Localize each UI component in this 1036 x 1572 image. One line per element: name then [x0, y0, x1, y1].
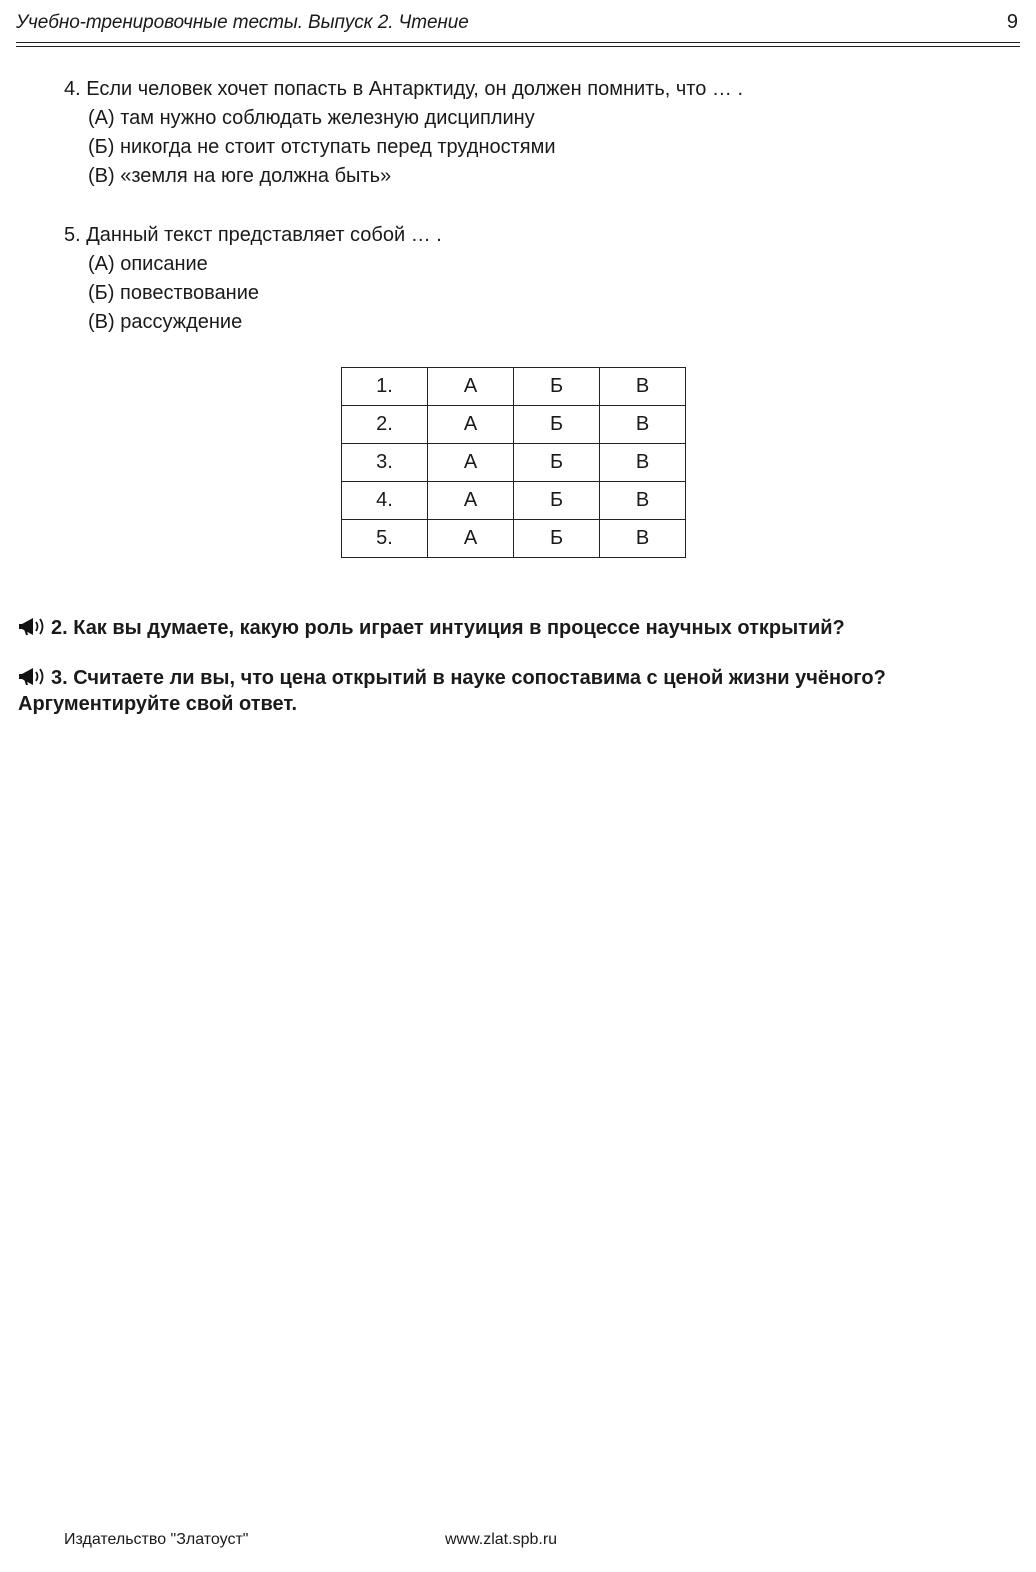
speaking-task-3	[18, 665, 1020, 717]
answer-grid-row	[342, 444, 686, 482]
answer-cell-a[interactable]: А	[428, 406, 514, 444]
speaking-task-2	[18, 615, 1020, 641]
page-number: 9	[1006, 11, 1018, 33]
answer-option-a: (А) описание	[88, 253, 208, 275]
question-4	[64, 75, 743, 191]
question-number-cell: 1.	[342, 368, 428, 406]
answer-cell-b[interactable]: Б	[514, 444, 600, 482]
megaphone-icon	[18, 616, 48, 636]
header-divider-bottom	[16, 46, 1020, 47]
answer-cell-b[interactable]: Б	[514, 406, 600, 444]
answer-cell-v[interactable]: В	[600, 368, 686, 406]
answer-cell-b[interactable]: Б	[514, 368, 600, 406]
question-stem: 4. Если человек хочет попасть в Антарктиду, он должен помнить, что … .	[64, 78, 744, 100]
answer-option-b: (Б) никогда не стоит отступать перед трудностями	[88, 136, 556, 158]
question-number-cell: 2.	[342, 406, 428, 444]
task-text: 3. Считаете ли вы, что цена открытий в науке сопоставима с ценой жизни учёного? Аргументируйте свой ответ.	[18, 667, 886, 715]
footer-website: www.zlat.spb.ru	[445, 1531, 558, 1548]
question-5	[64, 221, 442, 337]
question-number-cell: 5.	[342, 520, 428, 558]
task-text: 2. Как вы думаете, какую роль играет интуиция в процессе научных открытий?	[51, 617, 845, 639]
megaphone-icon	[18, 666, 48, 686]
answer-cell-a[interactable]: А	[428, 482, 514, 520]
answer-cell-a[interactable]: А	[428, 368, 514, 406]
answer-option-v: (В) рассуждение	[88, 311, 243, 333]
answer-grid-row	[342, 520, 686, 558]
answer-cell-a[interactable]: А	[428, 444, 514, 482]
footer-publisher: Издательство "Златоуст"	[64, 1531, 249, 1548]
answer-cell-v[interactable]: В	[600, 406, 686, 444]
answer-cell-v[interactable]: В	[600, 482, 686, 520]
answer-cell-v[interactable]: В	[600, 520, 686, 558]
answer-cell-b[interactable]: Б	[514, 482, 600, 520]
answer-grid-row	[342, 482, 686, 520]
page-header-title: Учебно-тренировочные тесты. Выпуск 2. Чтение	[16, 12, 469, 33]
answer-option-a: (А) там нужно соблюдать железную дисциплину	[88, 107, 535, 129]
question-number-cell: 3.	[342, 444, 428, 482]
answer-cell-a[interactable]: А	[428, 520, 514, 558]
header-divider-top	[16, 42, 1020, 43]
answer-grid-row	[342, 406, 686, 444]
answer-option-v: (В) «земля на юге должна быть»	[88, 165, 392, 187]
answer-cell-b[interactable]: Б	[514, 520, 600, 558]
answer-option-b: (Б) повествование	[88, 282, 260, 304]
answer-grid	[341, 367, 686, 558]
answer-grid-row	[342, 368, 686, 406]
question-number-cell: 4.	[342, 482, 428, 520]
question-stem: 5. Данный текст представляет собой … .	[64, 224, 442, 246]
answer-cell-v[interactable]: В	[600, 444, 686, 482]
